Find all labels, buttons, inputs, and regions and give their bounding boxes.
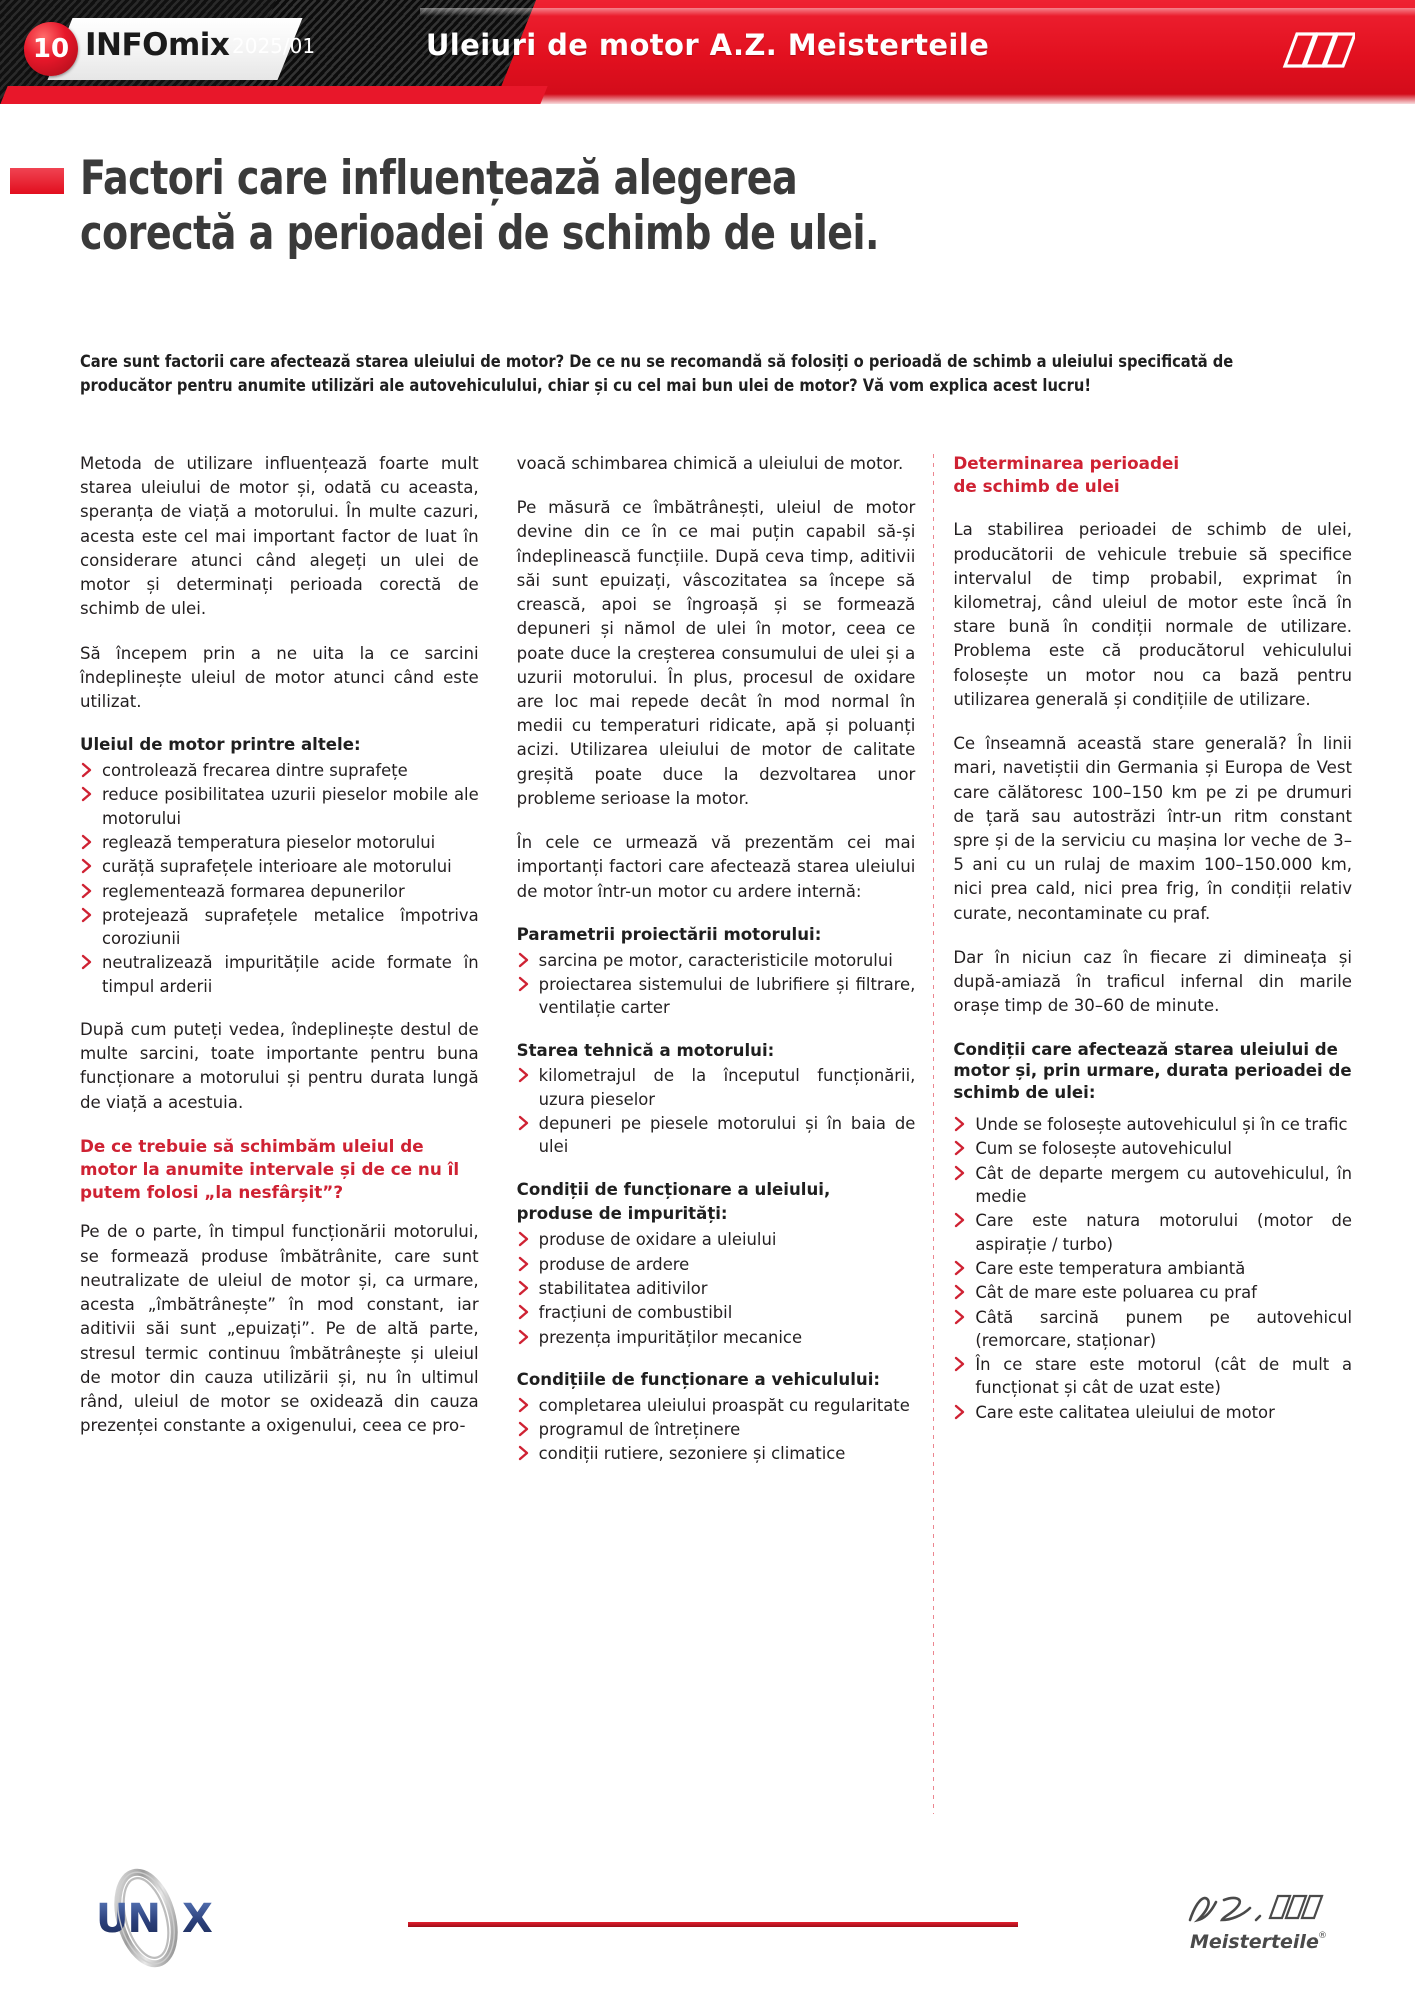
list-item-label: programul de întreținere — [538, 1420, 741, 1440]
list-item-label: condiții rutiere, sezoniere și climatice — [538, 1444, 846, 1464]
list-item — [953, 1401, 1352, 1424]
list-item — [517, 1277, 916, 1300]
svg-text:®: ® — [1318, 1931, 1327, 1941]
bullet-list — [953, 1113, 1352, 1424]
chevron-right-icon — [953, 1139, 966, 1155]
chevron-right-icon — [953, 1283, 966, 1299]
list-item-label: Unde se folosește autovehiculul și în ce trafic — [975, 1115, 1348, 1135]
chevron-right-icon — [517, 975, 530, 991]
list-item-label: Cât de mare este poluarea cu praf — [975, 1283, 1257, 1303]
chevron-right-icon — [80, 761, 93, 777]
list-item — [80, 880, 479, 903]
column-3 — [953, 452, 1352, 1486]
paragraph: La stabilirea perioadei de schimb de ulei, producătorii de vehicule trebuie să specifice intervalul de timp probabil, exprimat în kilometraj, când uleiul de motor este încă în stare bună în condiții normale de utilizare. Problema este că producătorul vehiculului folosește un motor nou ca bază pentru utilizarea generală și condițiile de utilizare. — [953, 520, 1353, 709]
paragraph: Ce înseamnă această stare generală? În linii mari, navetiștii din Germania și Europa de Vest care călătoresc 100–150 km pe zi pe drumuri de țară sau autostrăzi într-un ritm constant spre și de la serviciu cu mașina lor veche de 3–5 ani cu un rulaj de maxim 100–150.000 km, nici prea cald, nici prea frig, în condiții relativ curate, necontaminate cu praf. — [953, 734, 1353, 923]
list-item-label: controlează frecarea dintre suprafețe — [102, 761, 408, 781]
section-heading-red — [953, 452, 1352, 498]
list-item — [517, 1253, 916, 1276]
list-item-label: curăță suprafețele interioare ale motorului — [102, 857, 452, 877]
list-item — [517, 1112, 916, 1159]
page-title-line1: Factori care influențează alegerea — [80, 151, 798, 206]
footer-divider-rule — [408, 1922, 1018, 1927]
header-top-sheen — [420, 8, 1415, 16]
chevron-right-icon — [517, 1114, 530, 1130]
column-1 — [80, 452, 479, 1486]
list-item — [953, 1209, 1352, 1256]
chevron-right-icon — [80, 906, 93, 922]
brand-label: INFOmix — [85, 27, 230, 63]
list-item — [517, 1228, 916, 1251]
bullet-list — [517, 1394, 916, 1466]
list-item-label: protejează suprafețele metalice împotriva coroziunii — [102, 905, 479, 949]
list-heading-continued: produse de impurități: — [516, 1204, 728, 1224]
chevron-right-icon — [517, 1396, 530, 1412]
page-number-badge — [24, 22, 78, 76]
chevron-right-icon — [80, 882, 93, 898]
page-number-label: 10 — [32, 34, 70, 64]
paragraph: Dar în niciun caz în fiecare zi dimineața și după-amiază în traficul infernal din marile orașe timp de 30–60 de minute. — [953, 947, 1353, 1016]
chevron-right-icon — [953, 1308, 966, 1324]
list-item-label: stabilitatea aditivilor — [538, 1278, 708, 1298]
list-item — [953, 1353, 1352, 1400]
section-heading-red-line2: de schimb de ulei — [953, 476, 1120, 497]
list-item — [80, 759, 479, 782]
list-item — [80, 904, 479, 951]
list-item — [517, 1064, 916, 1111]
list-item-label: Care este temperatura ambiantă — [975, 1258, 1246, 1278]
list-item — [80, 783, 479, 830]
list-item — [80, 855, 479, 878]
page-title-line2: corectă a perioadei de schimb de ulei. — [80, 205, 879, 261]
chevron-right-icon — [517, 1303, 530, 1319]
list-item-label: sarcina pe motor, caracteristicile motorului — [538, 950, 893, 970]
list-heading: Uleiul de motor printre altele: — [80, 735, 361, 755]
bullet-list — [517, 1228, 916, 1348]
list-heading: Parametrii proiectării motorului: — [516, 924, 822, 944]
header-red-tail — [0, 86, 548, 104]
az-three-slash-logo-icon — [1271, 28, 1355, 72]
list-item-label: proiectarea sistemului de lubrifiere și filtrare, ventilație carter — [538, 974, 916, 1018]
section-heading-red-line1: Determinarea perioadei — [953, 453, 1180, 473]
svg-text:Meisterteile: Meisterteile — [1190, 1931, 1319, 1953]
list-heading: Condițiile de funcționare a vehiculului: — [516, 1369, 881, 1389]
list-item-label: neutralizează impuritățile acide formate în timpul arderii — [102, 953, 479, 996]
list-item — [517, 1418, 916, 1441]
paragraph: Pe măsură ce îmbătrânești, uleiul de motor devine din ce în ce mai puțin capabil să-și îndeplinească funcțiile. După ceva timp, aditivii săi sunt epuizați, vâscozitatea sa începe să crească, apoi se îngroașă și se formează depuneri și nămol de ulei în motor, ceea ce poate duce la creșterea consumului de ulei și a uzurii motorului. În plus, procesul de oxidare are loc mai repede decât în mod normal în medii cu temperaturi ridicate, apă și poluanți acizi. Utilizarea uleiului de motor de calitate greșită poate duce la dezvoltarea unor probleme serioase la motor. — [516, 498, 916, 808]
svg-text:X: X — [182, 1896, 212, 1942]
az-meisterteile-logo-icon — [1172, 1876, 1337, 1960]
list-item-label: depuneri pe piesele motorului și în baia de ulei — [538, 1113, 916, 1157]
list-item — [953, 1306, 1352, 1353]
header-bottom-sheen — [430, 94, 1415, 104]
list-item-label: reduce posibilitatea uzurii pieselor mobile ale motorului — [102, 785, 479, 828]
unix-logo-icon — [82, 1866, 247, 1971]
chevron-right-icon — [80, 833, 93, 849]
column-2 — [517, 452, 916, 1486]
list-item — [517, 1326, 916, 1349]
list-item-label: În ce stare este motorul (cât de mult a funcționat și cât de uzat este) — [975, 1355, 1353, 1398]
list-item — [80, 831, 479, 854]
chevron-right-icon — [517, 951, 530, 967]
paragraph: În cele ce urmează vă prezentăm cei mai importanți factori care afectează starea uleiului de motor într-un motor cu ardere internă: — [516, 833, 916, 901]
chevron-right-icon — [517, 1328, 530, 1344]
header-title: Uleiuri de motor A.Z. Meisterteile — [425, 28, 990, 62]
list-item-label: Câtă sarcină punem pe autovehicul (remorcare, staționar) — [975, 1307, 1353, 1350]
list-item-label: produse de ardere — [538, 1254, 690, 1274]
chevron-right-icon — [953, 1164, 966, 1180]
chevron-right-icon — [80, 785, 93, 801]
bullet-list — [517, 949, 916, 1020]
chevron-right-icon — [517, 1230, 530, 1246]
list-item — [517, 1394, 916, 1417]
list-item — [80, 951, 479, 998]
list-item — [953, 1137, 1352, 1160]
paragraph: Pe de o parte, în timpul funcționării motorului, se formează produse îmbătrânite, care sunt neutralizate de uleiul de motor și, ca urmare, acesta „îmbătrânește” în mod constant, iar aditivii săi sunt „epuizați”. Pe de altă parte, stresul termic continuu îmbătrânește și uleiul de motor din cauza utilizării și, nu în ultimul rând, uleiul de motor se oxidează din cauza prezenței constante a oxigenului, ceea ce pro- — [80, 1222, 479, 1436]
list-heading: Condiții care afectează starea uleiului de motor și, prin urmare, durata perioadei de schimb de ulei: — [953, 1039, 1352, 1103]
bullet-list — [80, 759, 479, 998]
chevron-right-icon — [953, 1211, 966, 1227]
bullet-list — [517, 1064, 916, 1158]
article-title-block — [0, 152, 1415, 261]
paragraph: Metoda de utilizare influențează foarte mult starea uleiului de motor și, odată cu aceasta, speranța de viață a motorului. În multe cazuri, acesta este cel mai important factor de luat în considerare atunci când alegeți un ulei de motor și determinați perioada corectă de schimb de ulei. — [80, 454, 479, 619]
list-item — [953, 1281, 1352, 1304]
list-item-label: completarea uleiului proaspăt cu regularitate — [538, 1395, 910, 1415]
chevron-right-icon — [80, 953, 93, 969]
article-lead: Care sunt factorii care afectează starea uleiului de motor? De ce nu se recomandă să folosiți o perioadă de schimb a uleiului specificată de producător pentru anumite utilizări ale autovehiculului, chiar și cu cel mai bun ulei de motor? Vă vom explica acest lucru! — [80, 352, 1234, 397]
chevron-right-icon — [517, 1444, 530, 1460]
title-accent-bar — [10, 168, 64, 194]
chevron-right-icon — [953, 1115, 966, 1131]
list-item — [517, 1442, 916, 1465]
chevron-right-icon — [80, 857, 93, 873]
list-item-label: Cum se folosește autovehiculul — [975, 1139, 1232, 1159]
list-item-label: Care este natura motorului (motor de aspirație / turbo) — [975, 1211, 1353, 1254]
page-footer — [0, 1860, 1415, 2000]
chevron-right-icon — [517, 1255, 530, 1271]
list-heading: Condiții de funcționare a uleiului, — [516, 1179, 831, 1199]
list-item — [953, 1162, 1352, 1209]
list-item-label: produse de oxidare a uleiului — [538, 1230, 777, 1250]
list-item-label: kilometrajul de la începutul funcționării, uzura pieselor — [538, 1066, 916, 1109]
list-item-label: reglementează formarea depunerilor — [102, 881, 405, 901]
chevron-right-icon — [517, 1420, 530, 1436]
paragraph: voacă schimbarea chimică a uleiului de motor. — [516, 454, 904, 473]
list-item-label: fracțiuni de combustibil — [538, 1303, 733, 1323]
issue-label: 2025/01 — [232, 34, 316, 58]
list-item — [517, 973, 916, 1020]
article-columns — [80, 452, 1352, 1486]
list-item-label: Cât de departe mergem cu autovehiculul, în medie — [975, 1163, 1353, 1207]
list-item-label: reglează temperatura pieselor motorului — [102, 832, 436, 852]
list-item — [517, 949, 916, 972]
chevron-right-icon — [517, 1279, 530, 1295]
list-heading: Starea tehnică a motorului: — [516, 1040, 775, 1060]
list-item — [953, 1113, 1352, 1136]
chevron-right-icon — [517, 1066, 530, 1082]
chevron-right-icon — [953, 1403, 966, 1419]
paragraph: Să începem prin a ne uita la ce sarcini îndeplinește uleiul de motor atunci când este utilizat. — [80, 643, 479, 711]
chevron-right-icon — [953, 1259, 966, 1275]
chevron-right-icon — [953, 1355, 966, 1371]
section-heading-red: De ce trebuie să schimbăm uleiul de motor la anumite intervale și de ce nu îl putem folosi „la nesfârșit”? — [80, 1135, 460, 1203]
page-title — [80, 152, 1088, 261]
list-item — [517, 1301, 916, 1324]
svg-text:UN: UN — [96, 1896, 160, 1942]
list-item — [953, 1257, 1352, 1280]
list-item-label: prezența impurităților mecanice — [538, 1327, 803, 1347]
paragraph: După cum puteți vedea, îndeplinește destul de multe sarcini, toate importante pentru buna funcționare a motorului și pentru durata lungă de viață a acestuia. — [80, 1020, 479, 1112]
list-item-label: Care este calitatea uleiului de motor — [975, 1402, 1275, 1422]
page-header — [0, 0, 1415, 104]
